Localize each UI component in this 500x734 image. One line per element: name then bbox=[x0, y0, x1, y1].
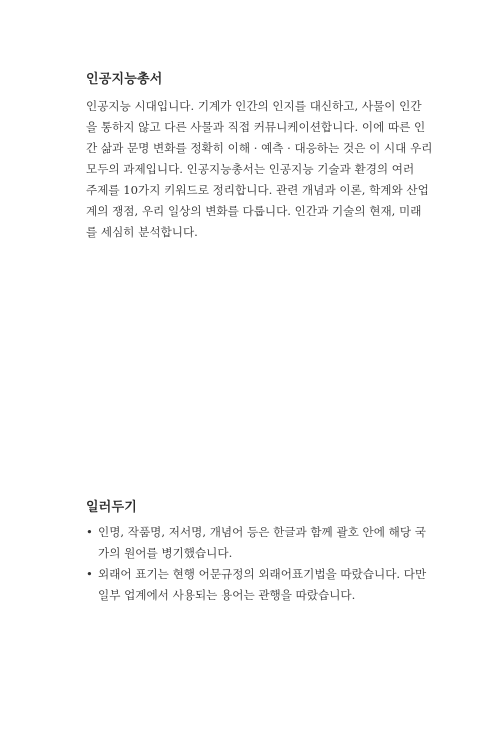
series-description bbox=[86, 96, 433, 243]
note-line: 인명, 작품명, 저서명, 개념어 등은 한글과 함께 괄호 안에 해당 국 bbox=[98, 525, 426, 539]
description-line: 모두의 과제입니다. 인공지능총서는 인공지능 기술과 환경의 여러 bbox=[86, 162, 415, 176]
note-item bbox=[86, 564, 426, 606]
description-line: 를 세심히 분석합니다. bbox=[86, 225, 198, 239]
description-line: 간 삶과 문명 변화를 정확히 이해 · 예측 · 대응하는 것은 이 시대 우리 bbox=[86, 141, 433, 155]
description-line: 을 통하지 않고 다른 사물과 직접 커뮤니케이션합니다. 이에 따른 인 bbox=[86, 120, 426, 134]
notes-list bbox=[86, 522, 426, 606]
description-line: 인공지능 시대입니다. 기계가 인간의 인지를 대신하고, 사물이 인간 bbox=[86, 99, 422, 113]
note-line: 일부 업계에서 사용되는 용어는 관행을 따랐습니다. bbox=[98, 588, 356, 602]
bullet-icon: • bbox=[86, 525, 93, 539]
description-line: 계의 쟁점, 우리 일상의 변화를 다룹니다. 인간과 기술의 현재, 미래 bbox=[86, 204, 422, 218]
notes-title: 일러두기 bbox=[86, 500, 138, 515]
series-title: 인공지능총서 bbox=[86, 72, 163, 87]
note-line: 가의 원어를 병기했습니다. bbox=[98, 546, 233, 560]
note-line: 외래어 표기는 현행 어문규정의 외래어표기법을 따랐습니다. 다만 bbox=[98, 567, 427, 581]
description-line: 주제를 10가지 키워드로 정리합니다. 관련 개념과 이론, 학계와 산업 bbox=[86, 183, 429, 197]
note-item bbox=[86, 522, 426, 564]
bullet-icon: • bbox=[86, 567, 93, 581]
